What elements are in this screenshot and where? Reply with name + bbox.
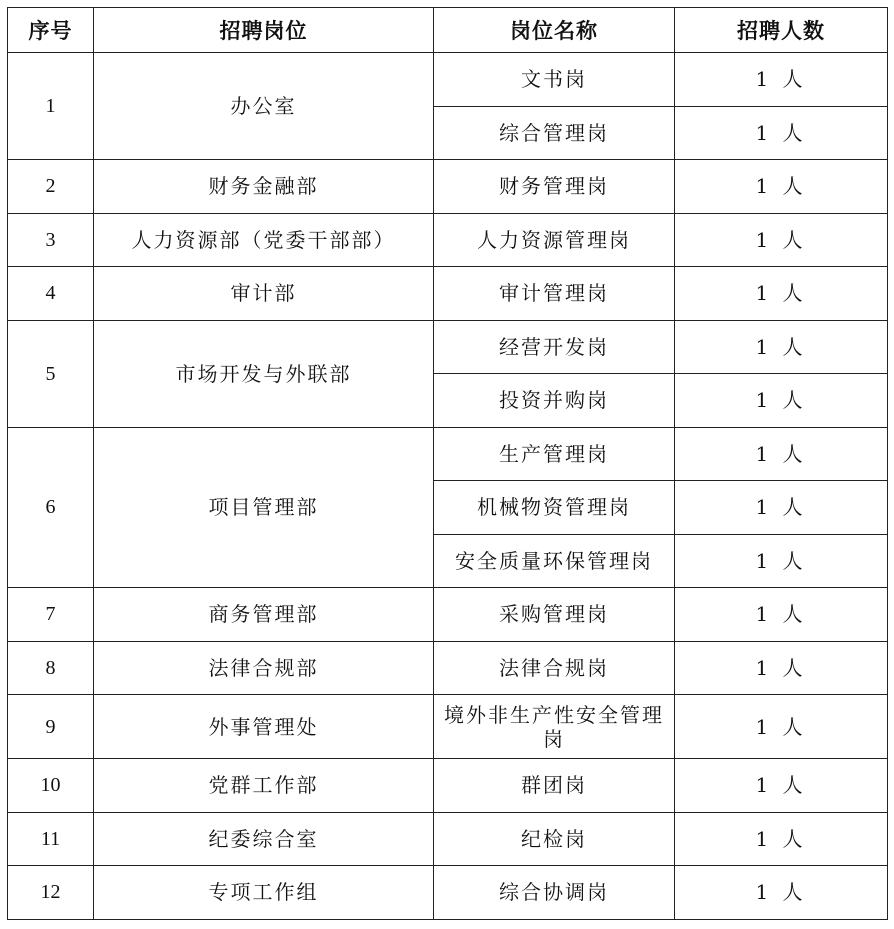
table-row	[8, 427, 888, 481]
cell-headcount: 1 人	[675, 588, 888, 642]
cell-position-name: 采购管理岗	[434, 588, 675, 642]
cell-department: 办公室	[94, 53, 434, 160]
recruitment-table	[7, 7, 888, 920]
cell-department: 纪委综合室	[94, 812, 434, 866]
cell-seq: 7	[8, 588, 94, 642]
table-row	[8, 53, 888, 107]
cell-department: 党群工作部	[94, 759, 434, 813]
cell-department: 项目管理部	[94, 427, 434, 588]
cell-seq: 3	[8, 213, 94, 267]
table-row	[8, 213, 888, 267]
cell-position-name: 审计管理岗	[434, 267, 675, 321]
header-position-name: 岗位名称	[434, 8, 675, 53]
cell-seq: 1	[8, 53, 94, 160]
table-row	[8, 866, 888, 920]
cell-position-name: 综合协调岗	[434, 866, 675, 920]
table-row	[8, 641, 888, 695]
table-header	[8, 8, 888, 53]
cell-department: 人力资源部（党委干部部）	[94, 213, 434, 267]
cell-position-name: 境外非生产性安全管理岗	[434, 695, 675, 759]
table-row	[8, 320, 888, 374]
header-department: 招聘岗位	[94, 8, 434, 53]
table-row	[8, 588, 888, 642]
cell-headcount: 1 人	[675, 481, 888, 535]
cell-position-name: 财务管理岗	[434, 160, 675, 214]
cell-headcount: 1 人	[675, 641, 888, 695]
cell-headcount: 1 人	[675, 267, 888, 321]
cell-department: 外事管理处	[94, 695, 434, 759]
table-row	[8, 267, 888, 321]
cell-position-name: 安全质量环保管理岗	[434, 534, 675, 588]
cell-seq: 9	[8, 695, 94, 759]
cell-position-name: 纪检岗	[434, 812, 675, 866]
table-row	[8, 695, 888, 759]
cell-position-name: 生产管理岗	[434, 427, 675, 481]
cell-headcount: 1 人	[675, 160, 888, 214]
cell-headcount: 1 人	[675, 374, 888, 428]
table-row	[8, 812, 888, 866]
cell-headcount: 1 人	[675, 427, 888, 481]
cell-position-name: 法律合规岗	[434, 641, 675, 695]
cell-department: 市场开发与外联部	[94, 320, 434, 427]
cell-seq: 12	[8, 866, 94, 920]
header-row	[8, 8, 888, 53]
cell-seq: 8	[8, 641, 94, 695]
cell-department: 专项工作组	[94, 866, 434, 920]
cell-seq: 4	[8, 267, 94, 321]
cell-seq: 2	[8, 160, 94, 214]
header-seq: 序号	[8, 8, 94, 53]
cell-seq: 10	[8, 759, 94, 813]
cell-position-name: 综合管理岗	[434, 106, 675, 160]
cell-position-name: 机械物资管理岗	[434, 481, 675, 535]
cell-headcount: 1 人	[675, 695, 888, 759]
cell-position-name: 文书岗	[434, 53, 675, 107]
cell-headcount: 1 人	[675, 866, 888, 920]
cell-seq: 11	[8, 812, 94, 866]
cell-position-name: 投资并购岗	[434, 374, 675, 428]
cell-headcount: 1 人	[675, 534, 888, 588]
cell-headcount: 1 人	[675, 106, 888, 160]
cell-headcount: 1 人	[675, 812, 888, 866]
cell-department: 财务金融部	[94, 160, 434, 214]
header-headcount: 招聘人数	[675, 8, 888, 53]
cell-department: 商务管理部	[94, 588, 434, 642]
table-row	[8, 759, 888, 813]
cell-seq: 6	[8, 427, 94, 588]
cell-headcount: 1 人	[675, 213, 888, 267]
table-row	[8, 160, 888, 214]
cell-position-name: 群团岗	[434, 759, 675, 813]
cell-seq: 5	[8, 320, 94, 427]
cell-position-name: 经营开发岗	[434, 320, 675, 374]
table-body	[8, 53, 888, 920]
cell-position-name: 人力资源管理岗	[434, 213, 675, 267]
cell-headcount: 1 人	[675, 759, 888, 813]
cell-headcount: 1 人	[675, 320, 888, 374]
cell-department: 审计部	[94, 267, 434, 321]
cell-department: 法律合规部	[94, 641, 434, 695]
cell-headcount: 1 人	[675, 53, 888, 107]
